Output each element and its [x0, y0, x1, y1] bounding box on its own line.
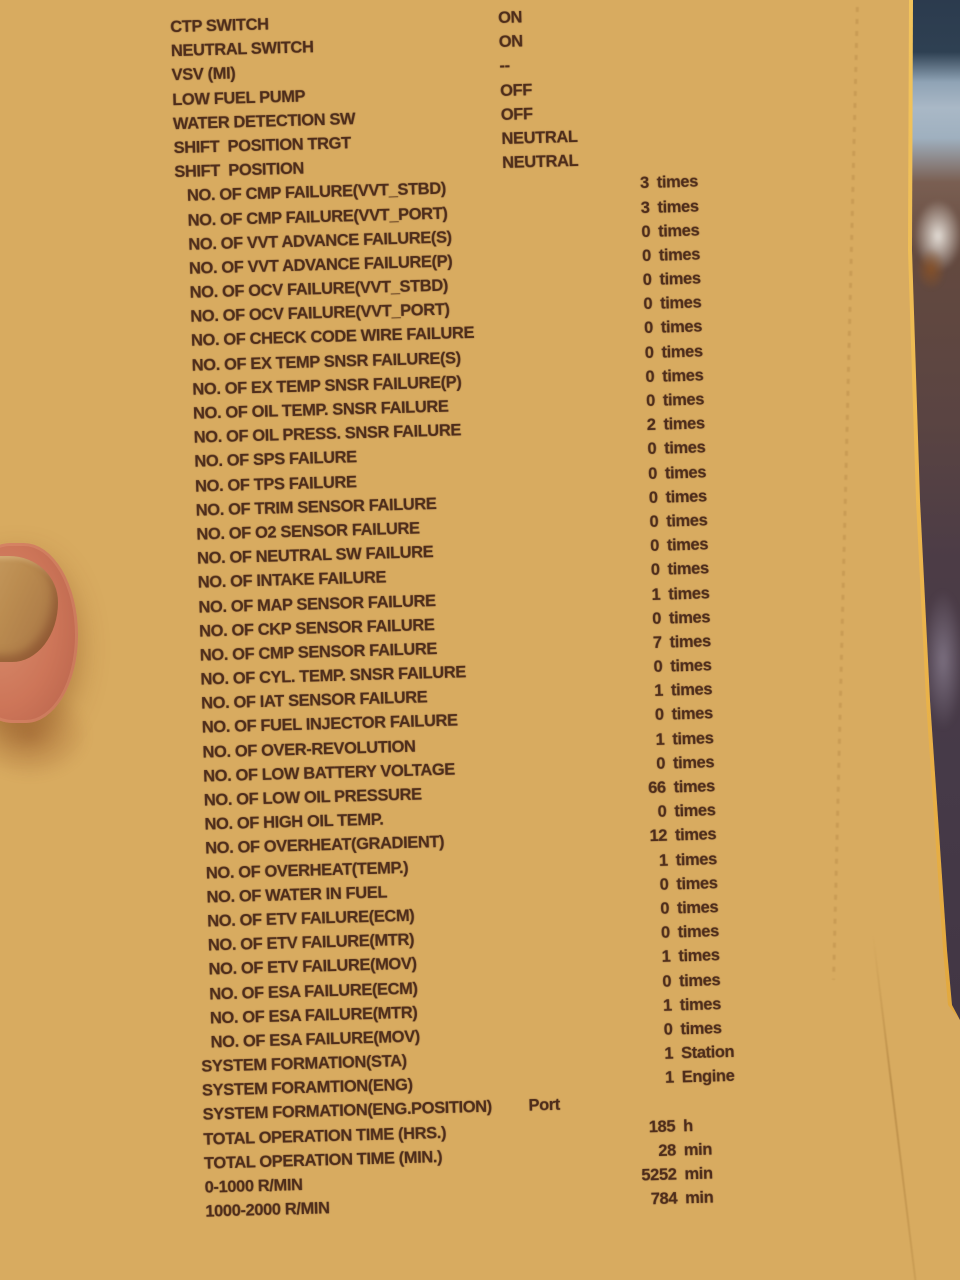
background-brown-spot: [916, 248, 946, 290]
row-count: 0: [645, 367, 655, 386]
row-label: NO. OF WATER IN FUEL: [206, 883, 388, 907]
row-count: 0: [648, 488, 658, 507]
row-count: 0: [643, 295, 653, 314]
row-count: 0: [643, 319, 654, 338]
row-count: 1: [658, 851, 668, 870]
row-unit: times: [673, 777, 716, 797]
row-label: NO. OF CMP FAILURE(VVT_PORT): [187, 204, 448, 230]
row-count: 0: [660, 899, 670, 918]
row-label: NO. OF ETV FAILURE(MOV): [208, 955, 417, 979]
row-label: SHIFT POSITION TRGT: [173, 134, 351, 158]
row-label: NO. OF LOW BATTERY VOLTAGE: [202, 760, 456, 786]
row-count: 28: [658, 1141, 677, 1160]
row-unit: times: [662, 390, 705, 410]
row-unit: times: [672, 753, 715, 773]
row-value: NEUTRAL: [501, 152, 579, 173]
row-label: NO. OF SPS FAILURE: [194, 448, 358, 472]
row-count: 1: [655, 730, 665, 749]
row-label: NO. OF ESA FAILURE(ECM): [209, 979, 418, 1004]
row-label: NO. OF VVT ADVANCE FAILURE(S): [188, 228, 452, 254]
row-unit: min: [684, 1164, 713, 1184]
row-count: 7: [652, 633, 662, 652]
row-unit: times: [672, 728, 714, 749]
row-unit: times: [663, 438, 706, 458]
row-count: 0: [649, 512, 659, 531]
row-unit: times: [659, 269, 701, 289]
row-unit: times: [665, 487, 707, 507]
row-label: CTP SWITCH: [170, 15, 269, 37]
row-value: OFF: [499, 80, 533, 100]
row-unit: min: [684, 1188, 714, 1208]
row-unit: times: [680, 1019, 722, 1039]
row-value: --: [499, 57, 510, 76]
row-unit: times: [671, 704, 714, 724]
row-count: 784: [650, 1189, 678, 1209]
row-count: 0: [641, 222, 651, 241]
row-unit: Station: [680, 1042, 735, 1063]
row-count: 0: [655, 754, 666, 773]
row-count: 185: [648, 1117, 676, 1136]
row-value: NEUTRAL: [501, 127, 578, 148]
row-unit: times: [675, 849, 718, 870]
row-label: NO. OF ESA FAILURE(MOV): [210, 1027, 421, 1052]
row-unit: times: [661, 342, 703, 362]
row-label: NO. OF FUEL INJECTOR FAILURE: [201, 711, 458, 738]
row-unit: times: [679, 994, 722, 1015]
row-unit: times: [658, 245, 701, 265]
row-label: NO. OF IAT SENSOR FAILURE: [200, 688, 428, 713]
row-label: SHIFT POSITION: [174, 159, 305, 182]
row-count: 0: [642, 270, 652, 290]
row-label: NO. OF LOW OIL PRESSURE: [203, 785, 422, 810]
row-label: NO. OF OIL PRESS. SNSR FAILURE: [193, 421, 462, 447]
row-count: 0: [645, 391, 656, 411]
row-label: SYSTEM FORAMTION(ENG): [201, 1076, 413, 1101]
row-label: VSV (MI): [171, 64, 236, 85]
row-unit: times: [660, 317, 703, 338]
row-count: 0: [660, 923, 670, 943]
row-label: NO. OF NEUTRAL SW FAILURE: [196, 543, 434, 568]
row-label: NO. OF OVERHEAT(GRADIENT): [204, 833, 445, 858]
row-label: NO. OF MAP SENSOR FAILURE: [198, 591, 436, 617]
row-unit: times: [668, 608, 711, 628]
row-count: 0: [647, 440, 657, 459]
row-count: 0: [650, 561, 660, 580]
row-label: TOTAL OPERATION TIME (HRS.): [203, 1123, 447, 1149]
row-count: 0: [663, 1020, 673, 1039]
row-label: NEUTRAL SWITCH: [170, 38, 314, 61]
row-count: 1: [662, 996, 673, 1015]
row-count: 0: [657, 802, 667, 822]
row-count: 0: [659, 875, 669, 894]
row-unit: Engine: [681, 1067, 735, 1087]
row-count: 66: [647, 778, 666, 798]
row-label: NO. OF INTAKE FAILURE: [197, 568, 387, 593]
row-unit: times: [663, 414, 705, 434]
row-label: NO. OF ESA FAILURE(MTR): [209, 1003, 418, 1028]
row-label: 0-1000 R/MIN: [204, 1176, 303, 1197]
row-unit: times: [657, 221, 700, 241]
row-unit: times: [677, 922, 720, 942]
row-label: NO. OF CKP SENSOR FAILURE: [198, 615, 435, 641]
row-label: NO. OF OCV FAILURE(VVT_STBD): [189, 276, 449, 302]
row-count: 1: [664, 1044, 674, 1063]
row-unit: times: [657, 197, 699, 217]
row-label: NO. OF OVER-REVOLUTION: [202, 737, 416, 762]
row-unit: times: [676, 874, 718, 894]
row-unit: times: [678, 970, 721, 990]
row-count: 1: [664, 1068, 675, 1088]
row-count: 5252: [641, 1165, 677, 1185]
row-unit: times: [661, 366, 704, 386]
row-unit: times: [674, 801, 716, 821]
row-label: SYSTEM FORMATION(STA): [201, 1052, 407, 1076]
row-value: Port: [528, 1096, 561, 1116]
row-label: NO. OF EX TEMP SNSR FAILURE(S): [191, 348, 462, 375]
row-unit: h: [682, 1116, 694, 1135]
row-unit: times: [676, 898, 719, 918]
row-value: ON: [498, 32, 524, 52]
row-label: NO. OF CYL. TEMP. SNSR FAILURE: [200, 663, 467, 689]
row-label: NO. OF OVERHEAT(TEMP.): [205, 858, 409, 883]
row-count: 1: [661, 947, 671, 967]
row-count: 1: [653, 682, 664, 701]
row-unit: times: [668, 583, 710, 604]
row-label: NO. OF TRIM SENSOR FAILURE: [195, 494, 437, 520]
row-unit: times: [670, 656, 712, 676]
row-unit: times: [659, 293, 702, 313]
row-count: 2: [646, 416, 656, 435]
row-label: NO. OF CMP SENSOR FAILURE: [199, 639, 438, 665]
row-count: 3: [639, 174, 650, 193]
row-label: NO. OF CHECK CODE WIRE FAILURE: [190, 324, 475, 351]
row-label: NO. OF OIL TEMP. SNSR FAILURE: [192, 397, 449, 423]
row-unit: times: [670, 680, 713, 700]
row-label: NO. OF ETV FAILURE(MTR): [207, 930, 415, 955]
row-label: NO. OF HIGH OIL TEMP.: [204, 810, 384, 834]
row-count: 0: [649, 536, 660, 556]
row-label: NO. OF VVT ADVANCE FAILURE(P): [188, 252, 453, 278]
row-label: NO. OF OCV FAILURE(VVT_PORT): [190, 300, 450, 327]
row-label: NO. OF EX TEMP SNSR FAILURE(P): [192, 373, 462, 399]
row-unit: times: [666, 535, 709, 555]
row-count: 3: [640, 198, 650, 217]
row-count: 0: [647, 464, 658, 483]
row-unit: times: [678, 946, 720, 966]
row-count: 0: [653, 657, 663, 677]
row-unit: times: [666, 511, 708, 531]
row-label: NO. OF TPS FAILURE: [194, 472, 357, 496]
row-label: WATER DETECTION SW: [172, 109, 356, 133]
row-value: OFF: [500, 104, 533, 124]
row-unit: times: [674, 825, 717, 845]
row-label: LOW FUEL PUMP: [172, 87, 306, 109]
row-label: NO. OF O2 SENSOR FAILURE: [196, 519, 420, 544]
row-unit: times: [667, 559, 709, 579]
row-unit: min: [683, 1140, 713, 1160]
row-count: 0: [651, 609, 662, 628]
row-unit: times: [664, 463, 707, 483]
row-label: TOTAL OPERATION TIME (MIN.): [203, 1147, 443, 1173]
row-unit: times: [656, 172, 699, 193]
row-label: NO. OF ETV FAILURE(ECM): [207, 906, 415, 931]
row-count: 12: [649, 827, 668, 846]
row-unit: times: [669, 632, 711, 652]
row-value: ON: [497, 8, 523, 28]
row-label: NO. OF CMP FAILURE(VVT_STBD): [186, 179, 447, 206]
row-count: 1: [651, 585, 661, 604]
row-count: 0: [641, 246, 652, 266]
row-count: 0: [644, 343, 654, 362]
row-count: 0: [654, 706, 664, 725]
row-label: SYSTEM FORMATION(ENG.POSITION): [202, 1098, 493, 1125]
row-count: 0: [662, 972, 672, 991]
row-label: 1000-2000 R/MIN: [205, 1199, 330, 1221]
